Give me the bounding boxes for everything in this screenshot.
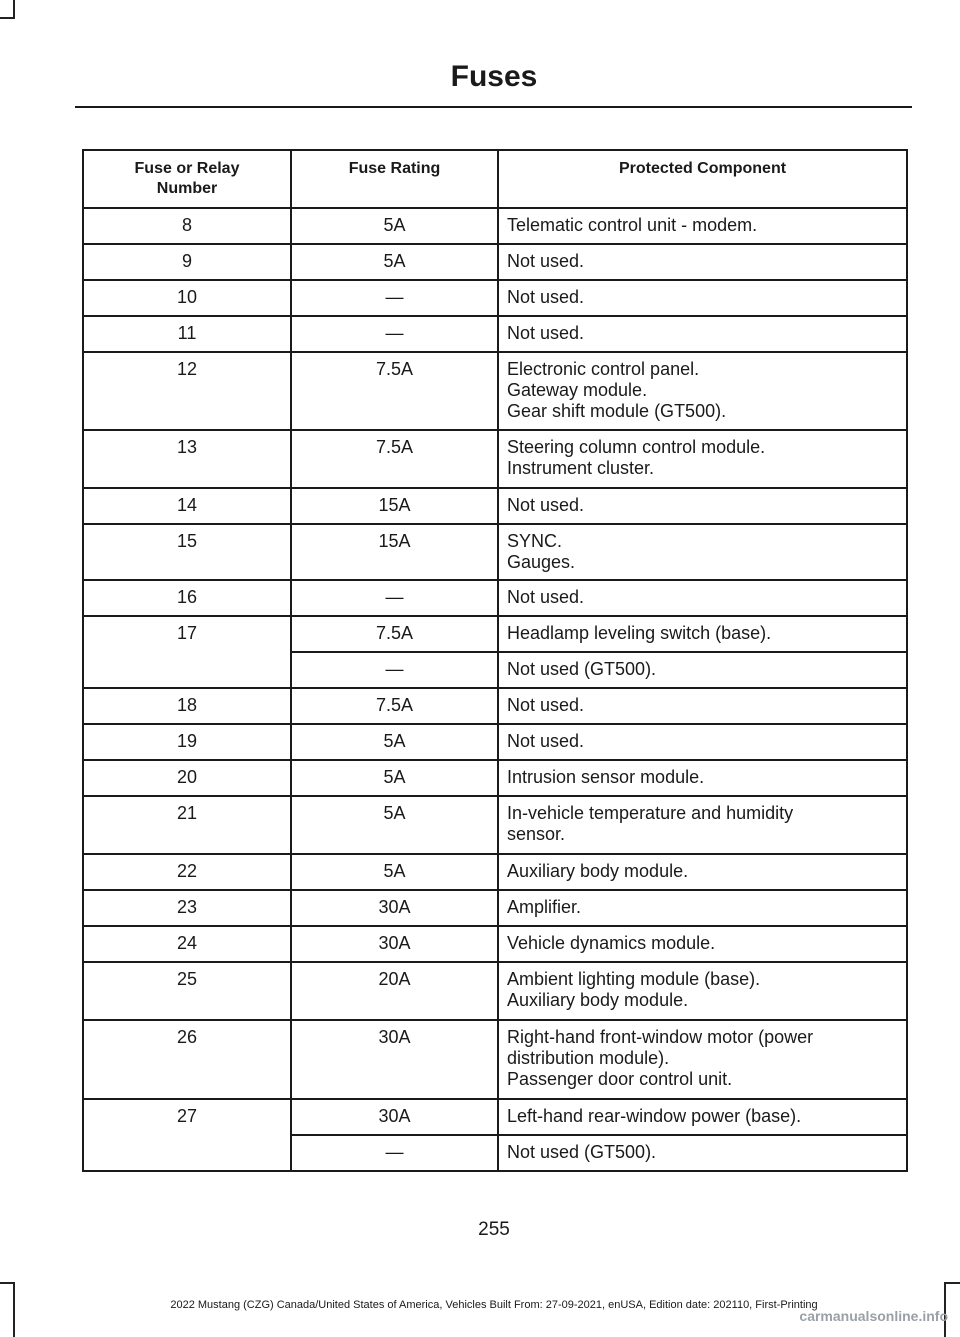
fuse-number-cell: 21 [83, 796, 291, 854]
table-header-row [83, 150, 907, 208]
protected-component-cell [498, 926, 907, 962]
component-line: Auxiliary body module. [507, 990, 689, 1010]
title-divider [75, 106, 912, 108]
component-line: In-vehicle temperature and humidity [507, 803, 794, 823]
watermark: carmanualsonline.info [799, 1308, 948, 1324]
protected-component-cell [498, 652, 907, 688]
fuse-rating-cell: — [291, 580, 498, 616]
protected-component-cell [498, 244, 907, 280]
protected-component-cell [498, 616, 907, 652]
fuse-number-cell: 22 [83, 854, 291, 890]
header-fuse-number [83, 150, 291, 208]
fuse-rating-cell: 15A [291, 488, 498, 524]
protected-component-cell [498, 962, 907, 1020]
protected-component-cell [498, 796, 907, 854]
protected-component-cell [498, 854, 907, 890]
protected-component-cell [498, 488, 907, 524]
protected-component-cell [498, 688, 907, 724]
protected-component-cell [498, 1135, 907, 1171]
fuse-rating-cell: 30A [291, 1020, 498, 1099]
fuse-rating-cell: 5A [291, 854, 498, 890]
protected-component-cell [498, 352, 907, 430]
fuse-rating-cell: — [291, 652, 498, 688]
table-row [83, 1099, 907, 1135]
table-row [83, 724, 907, 760]
fuse-rating-cell: 5A [291, 760, 498, 796]
component-line: Not used. [507, 323, 585, 343]
table-row [83, 926, 907, 962]
fuse-rating-cell: — [291, 316, 498, 352]
table-row [83, 280, 907, 316]
table-row [83, 688, 907, 724]
table-row [83, 208, 907, 244]
fuse-number-cell: 12 [83, 352, 291, 430]
fuse-number-cell: 20 [83, 760, 291, 796]
fuse-number-cell: 23 [83, 890, 291, 926]
protected-component-cell [498, 316, 907, 352]
fuse-rating-cell: 30A [291, 926, 498, 962]
table-row [83, 890, 907, 926]
fuse-rating-cell: 30A [291, 890, 498, 926]
component-line: Passenger door control unit. [507, 1069, 733, 1089]
component-line: Gauges. [507, 552, 576, 572]
fuse-number-cell: 13 [83, 430, 291, 488]
component-line: Auxiliary body module. [507, 861, 689, 881]
component-line: Not used. [507, 287, 585, 307]
component-line: Not used. [507, 731, 585, 751]
fuse-number-cell: 11 [83, 316, 291, 352]
fuse-number-cell: 16 [83, 580, 291, 616]
crop-mark [13, 0, 15, 18]
table-row [83, 316, 907, 352]
component-line: Not used. [507, 587, 585, 607]
fuse-rating-cell: 5A [291, 724, 498, 760]
component-line: Instrument cluster. [507, 458, 655, 478]
table-row [83, 524, 907, 580]
header-fuse-rating: Fuse Rating [291, 150, 498, 208]
component-line: Steering column control module. [507, 437, 766, 457]
component-line: Not used (GT500). [507, 1142, 657, 1162]
table-row [83, 244, 907, 280]
fuse-number-cell: 27 [83, 1099, 291, 1171]
component-line: Not used (GT500). [507, 659, 657, 679]
protected-component-cell [498, 1099, 907, 1135]
table-row [83, 962, 907, 1020]
fuse-number-cell: 19 [83, 724, 291, 760]
fuse-number-cell: 18 [83, 688, 291, 724]
fuse-number-cell: 10 [83, 280, 291, 316]
component-line: Intrusion sensor module. [507, 767, 705, 787]
fuse-number-cell: 9 [83, 244, 291, 280]
header-fuse-number-text: Fuse or Relay Number [134, 160, 240, 197]
crop-mark [0, 1282, 15, 1284]
component-line: Ambient lighting module (base). [507, 969, 761, 989]
table-row [83, 616, 907, 652]
fuse-rating-cell: 7.5A [291, 616, 498, 652]
component-line: SYNC. [507, 531, 563, 551]
protected-component-cell [498, 524, 907, 580]
fuse-rating-cell: — [291, 280, 498, 316]
crop-mark [0, 17, 15, 19]
protected-component-cell [498, 890, 907, 926]
protected-component-cell [498, 1020, 907, 1099]
fuse-rating-cell: 7.5A [291, 352, 498, 430]
protected-component-cell [498, 208, 907, 244]
table-row [83, 796, 907, 854]
fuse-number-cell: 14 [83, 488, 291, 524]
fuse-rating-cell: 7.5A [291, 430, 498, 488]
fuse-rating-cell: 5A [291, 244, 498, 280]
fuse-number-cell: 8 [83, 208, 291, 244]
component-line: distribution module). [507, 1048, 670, 1068]
fuse-number-cell: 24 [83, 926, 291, 962]
fuse-rating-cell: 5A [291, 796, 498, 854]
component-line: Electronic control panel. [507, 359, 700, 379]
page-title: Fuses [450, 60, 538, 93]
table-row [83, 580, 907, 616]
protected-component-cell [498, 430, 907, 488]
fuse-rating-cell: — [291, 1135, 498, 1171]
fuse-table-body [83, 208, 907, 1171]
fuse-number-cell: 15 [83, 524, 291, 580]
table-row [83, 488, 907, 524]
page-number: 255 [478, 1219, 510, 1240]
table-row [83, 1020, 907, 1099]
protected-component-cell [498, 724, 907, 760]
component-line: sensor. [507, 824, 566, 844]
protected-component-cell [498, 760, 907, 796]
component-line: Vehicle dynamics module. [507, 933, 716, 953]
table-row [83, 352, 907, 430]
footer-text: 2022 Mustang (CZG) Canada/United States of America, Vehicles Built From: 27-09-2021, enUSA, Edition date: 202110, First-Printing [170, 1299, 818, 1311]
fuse-rating-cell: 20A [291, 962, 498, 1020]
header-protected-component: Protected Component [498, 150, 907, 208]
table-row [83, 430, 907, 488]
component-line: Left-hand rear-window power (base). [507, 1106, 802, 1126]
component-line: Headlamp leveling switch (base). [507, 623, 772, 643]
fuse-table [82, 149, 908, 1172]
table-row [83, 760, 907, 796]
fuse-rating-cell: 5A [291, 208, 498, 244]
fuse-number-cell: 26 [83, 1020, 291, 1099]
component-line: Right-hand front-window motor (power [507, 1027, 814, 1047]
fuse-rating-cell: 7.5A [291, 688, 498, 724]
fuse-rating-cell: 30A [291, 1099, 498, 1135]
component-line: Not used. [507, 695, 585, 715]
table-row [83, 854, 907, 890]
fuse-rating-cell: 15A [291, 524, 498, 580]
fuse-number-cell: 25 [83, 962, 291, 1020]
component-line: Not used. [507, 251, 585, 271]
crop-mark [944, 1282, 960, 1284]
component-line: Amplifier. [507, 897, 582, 917]
component-line: Gateway module. [507, 380, 648, 400]
component-line: Gear shift module (GT500). [507, 401, 727, 421]
component-line: Telematic control unit - modem. [507, 215, 758, 235]
protected-component-cell [498, 280, 907, 316]
component-line: Not used. [507, 495, 585, 515]
protected-component-cell [498, 580, 907, 616]
fuse-number-cell: 17 [83, 616, 291, 688]
